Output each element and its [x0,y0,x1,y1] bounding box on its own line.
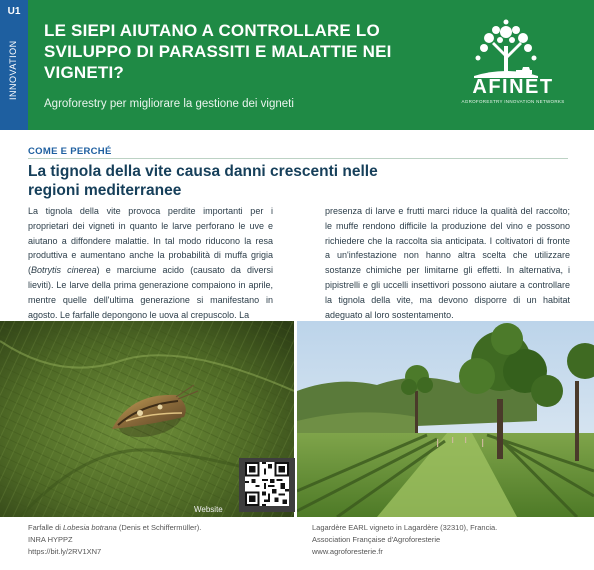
species-name: Lobesia botrana [63,523,117,532]
logo-wordmark: AFINET [472,76,554,98]
body-text: ) e marciume acido (causato da diversi lieviti). Le larve della prima generazione compaiono in aprile, mentre quelle dell'ultima generazione si manifestano in agosto. Le farfalle depongono le uova al crepuscolo. La [28,265,273,320]
website-label: Website [194,505,223,514]
article-title: La tignola della vite causa danni crescenti nelle regioni mediterranee [28,163,378,199]
caption-credit: Association Française d'Agroforesterie [312,534,441,544]
article-column-right: presenza di larve e frutti marci riduce la qualità del raccolto; le muffe rendono difficile la produzione del vino e possono richiedere che la raccolta sia anticipata. I coltivatori di fronte a un'infestazione non hanno altra scelta che utilizzare sostanze chimiche per limitarne gli effetti. In alternativa, i pipistrelli e gli uccelli insettivori possono aiutare a controllare la tignola della vite, ma devono disporre di un habitat adeguato al loro sostentamento. [325,206,570,320]
logo-tagline: AGROFORESTRY INNOVATION NETWORKS [461,99,565,104]
photo-caption-left [28,522,201,557]
caption-text: Farfalle di [28,523,64,532]
body-text: La tignola della vite provoca perdite importanti per i proprietari dei vigneti in quanto le larve perforano le uve e aiutano a diffondere malattie. In tal modo riducono la resa produttiva e aumentano anche la probabilità di muffa grigia ( [28,206,273,276]
caption-link[interactable]: www.agroforesterie.fr [312,546,383,556]
caption-credit: INRA HYPPZ [28,534,73,544]
page-subtitle: Agroforestry per migliorare la gestione dei vigneti [44,98,294,110]
vineyard-photo [297,321,594,517]
page-title: LE SIEPI AIUTANO A CONTROLLARE LO SVILUPPO DI PARASSITI E MALATTIE NEI VIGNETI? [44,21,392,82]
species-name: Botrytis cinerea [31,265,97,276]
caption-text: Lagardère EARL vigneto in Lagardère (32310), Francia. [312,523,498,532]
article-column-left [28,204,273,322]
photo-caption-right [312,522,497,557]
qr-code-icon[interactable] [245,462,289,506]
section-category-label: INNOVATION [8,40,18,100]
caption-line [28,522,201,534]
section-divider [28,158,568,159]
section-code: U1 [7,6,21,17]
article-kicker: COME E PERCHÉ [28,146,112,157]
caption-text: (Denis et Schiffermüller). [116,523,202,532]
caption-link[interactable]: https://bit.ly/2RV1XN7 [28,546,102,556]
